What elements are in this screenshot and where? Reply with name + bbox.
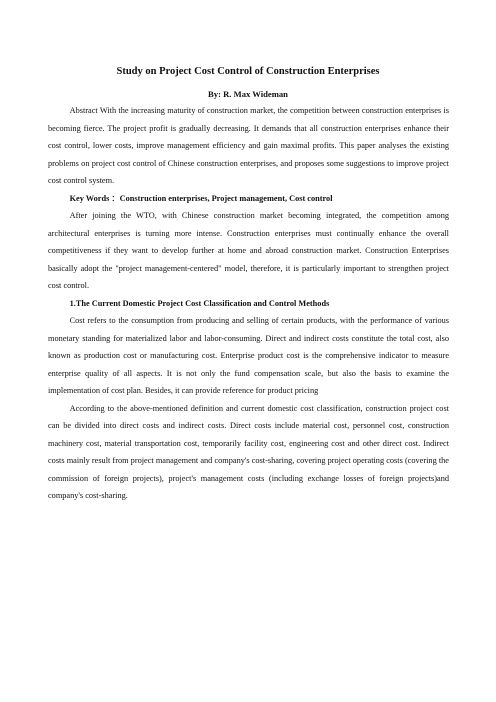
section-1-paragraph-2: According to the above-mentioned definition and current domestic cost classification, construction project cost can be divided into direct costs and indirect costs. Direct costs include material cost, personnel cost, construction machinery cost, material transportation cost, temporarily facility cost, engineering cost and other direct cost. Indirect costs mainly result from project management and company's cost-sharing, covering project operating costs (covering the commission of foreign projects), project's management costs (including exchange losses of foreign projects)and company's cost-sharing. [48,403,449,500]
paper-author: By: R. Max Wideman [208,89,288,99]
intro-paragraph: After joining the WTO, with Chinese construction market becoming integrated, the competition among architectural enterprises is turning more intense. Construction enterprises must continually enhance the overall competitiveness if they want to develop further at home and abroad construction market. Construction Enterprises basically adopt the "project management-centered" model, therefore, it is particularly important to strengthen project cost control. [48,211,449,290]
keywords-line [48,190,449,208]
keywords-text: Construction enterprises, Project management, Cost control [119,193,333,203]
paper-title: Study on Project Cost Control of Construction Enterprises [116,66,380,77]
section-1-paragraph-1: Cost refers to the consumption from producing and selling of certain products, with the performance of various monetary standing for materialized labor and labor-consuming. Direct and indirect costs constitute the total cost, also known as production cost or manufacturing cost. Enterprise product cost is the comprehensive indicator to measure enterprise quality of all aspects. It is not only the fund compensation scale, but also the basis to examine the implementation of cost plan. Besides, it can provide reference for product pricing [48,316,449,395]
paper-body [48,102,449,505]
section-1-heading: 1.The Current Domestic Project Cost Classification and Control Methods [69,298,330,308]
abstract-paragraph: Abstract With the increasing maturity of construction market, the competition between construction enterprises is becoming fierce. The project profit is gradually decreasing. It demands that all construction enterprises enhance their cost control, lower costs, improve management efficiency and gain maximal profits. This paper analyses the existing problems on project cost control of Chinese construction enterprises, and proposes some suggestions to improve project cost control system. [48,106,449,185]
keywords-label: Key Words ： [69,193,120,203]
